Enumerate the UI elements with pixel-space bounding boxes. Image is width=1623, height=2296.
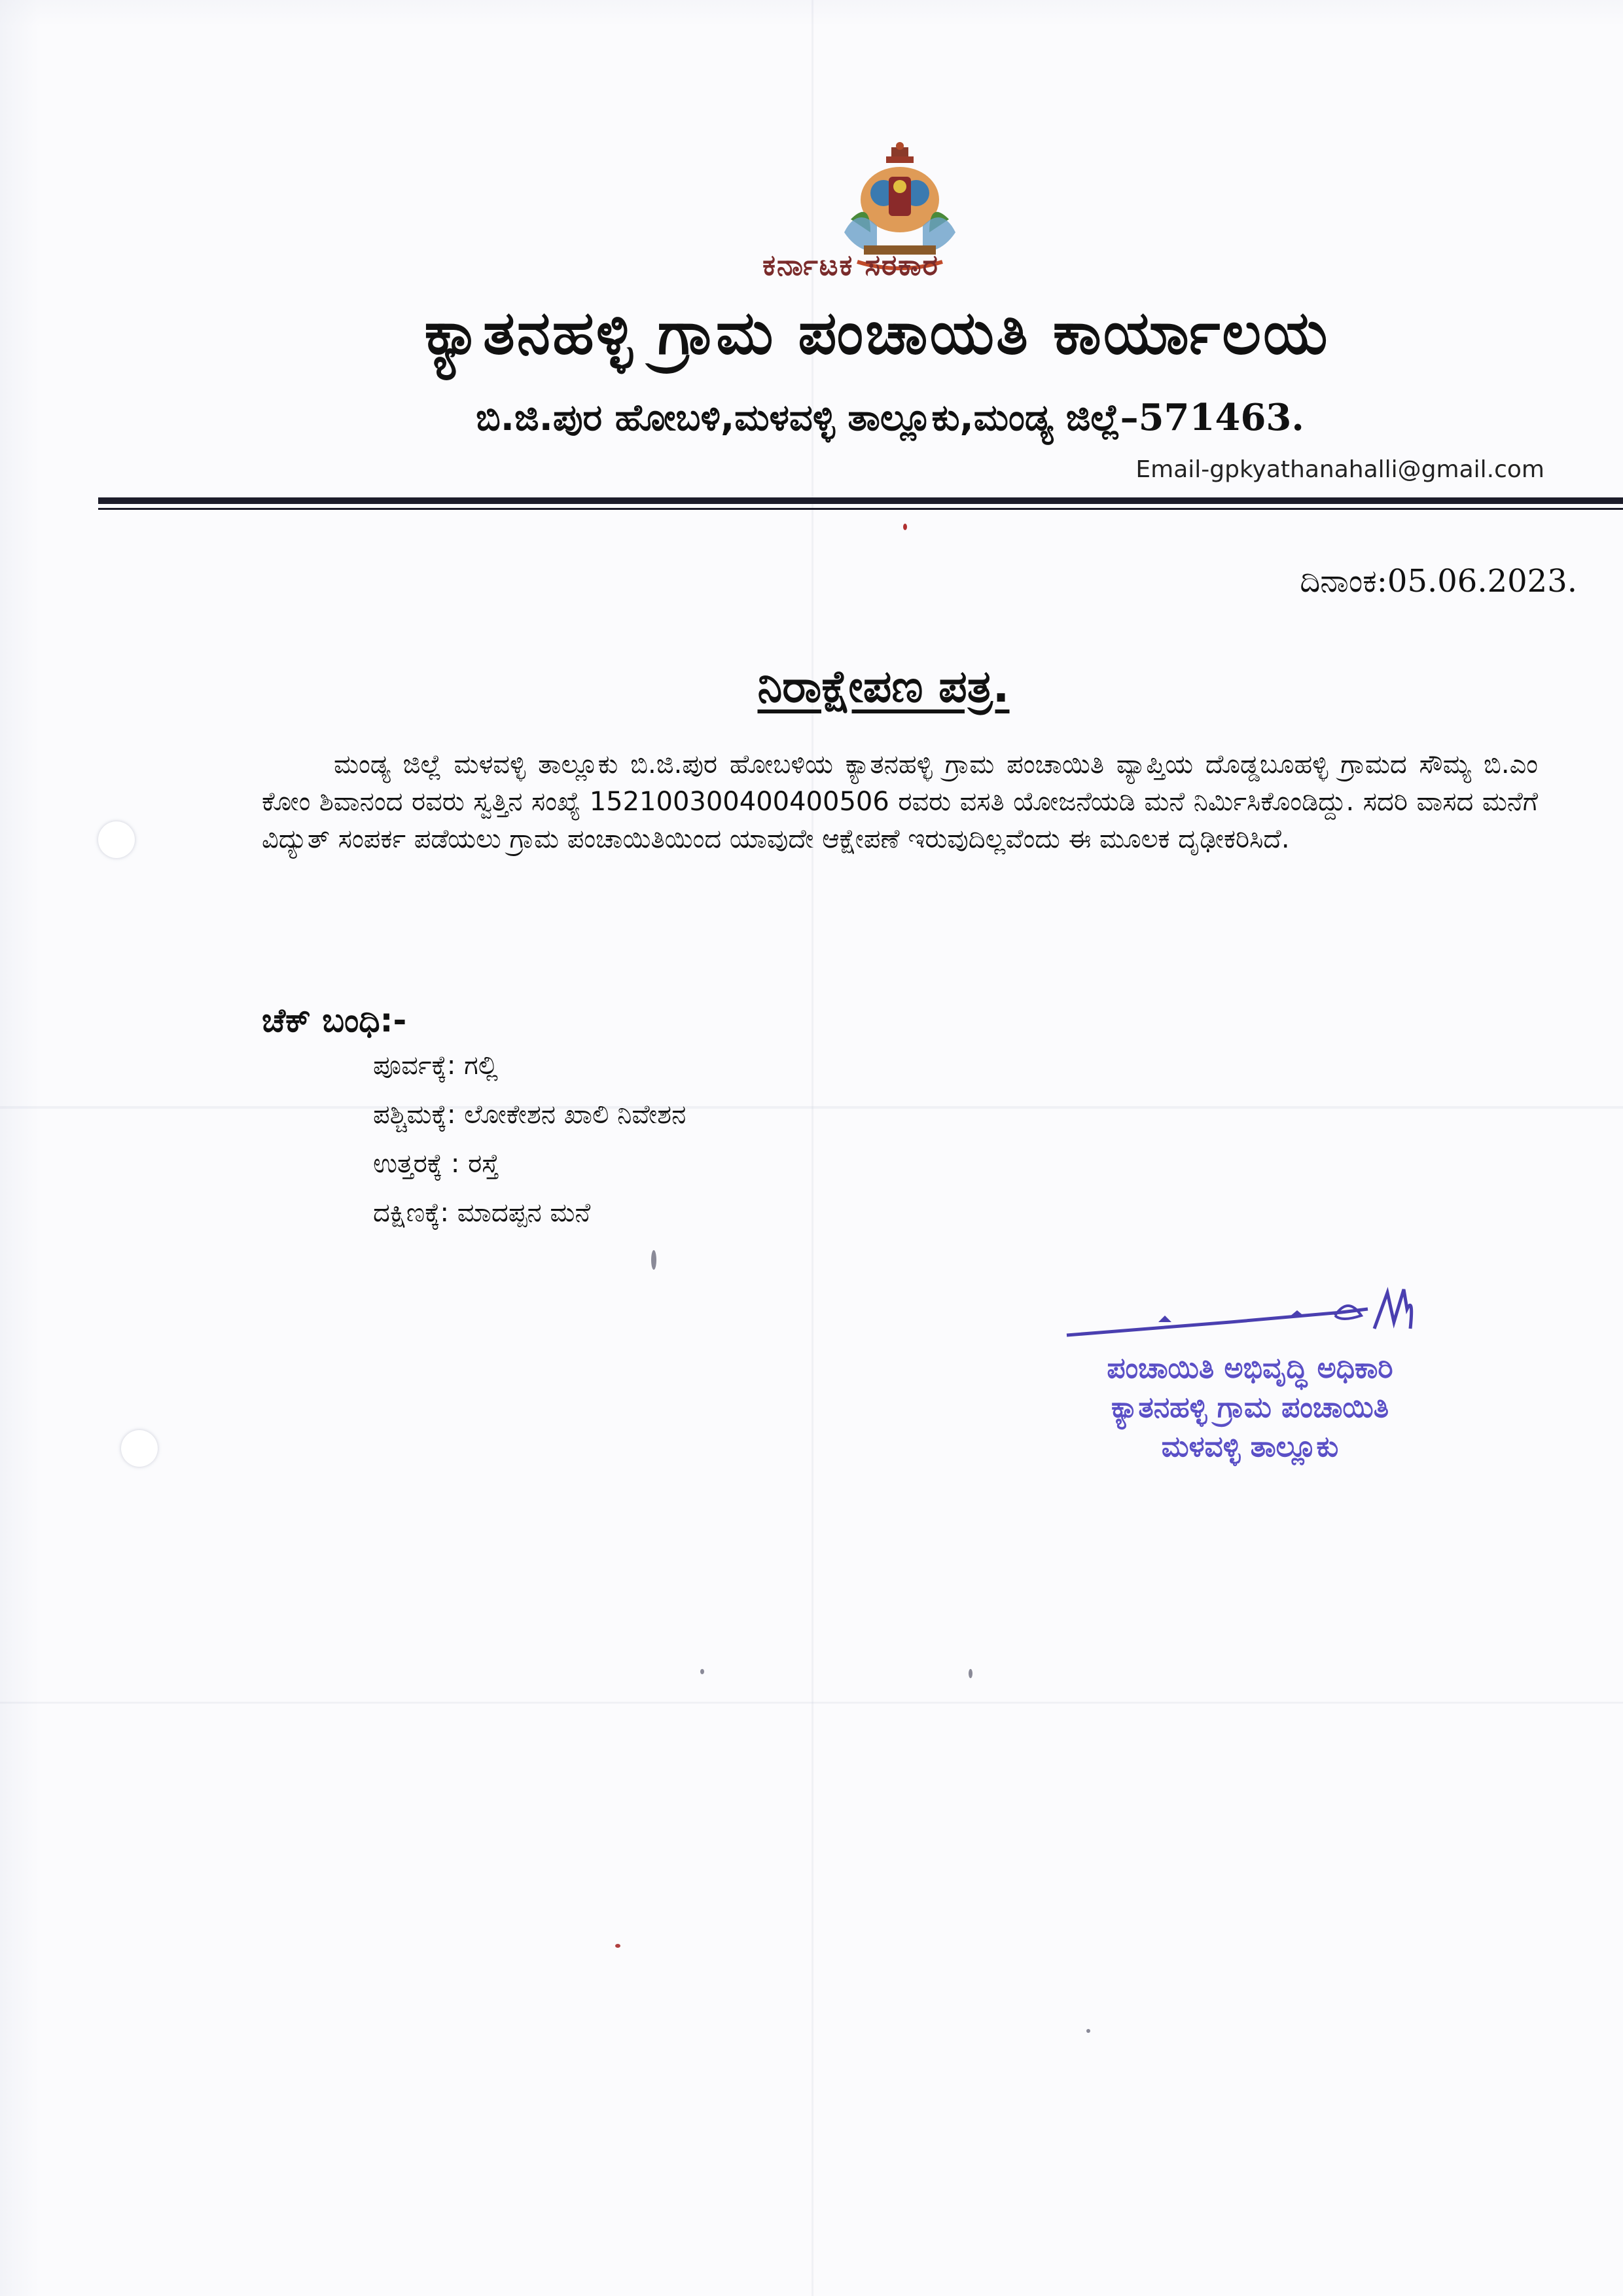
boundary-label: ಉತ್ತರಕ್ಕೆ : — [373, 1149, 460, 1179]
boundary-north — [373, 1149, 499, 1179]
ink-speck — [969, 1669, 972, 1678]
boundary-label: ಪೂರ್ವಕ್ಕೆ: — [373, 1050, 456, 1081]
pincode: –571463. — [1120, 396, 1304, 439]
seal-designation: ಪಂಚಾಯಿತಿ ಅಭಿವೃದ್ಧಿ ಅಧಿಕಾರಿ — [1107, 1352, 1393, 1385]
ink-speck — [1086, 2029, 1090, 2033]
officer-signature-seal — [1047, 1283, 1453, 1479]
seal-panchayat: ಕ್ಯಾತನಹಳ್ಳಿ ಗ್ರಾಮ ಪಂಚಾಯಿತಿ — [1111, 1391, 1389, 1424]
punch-hole — [121, 1430, 158, 1467]
letter-date: ದಿನಾಂಕ:05.06.2023. — [1300, 563, 1577, 600]
boundary-label: ಪಶ್ಚಿಮಕ್ಕೆ: — [373, 1100, 456, 1130]
header-divider-thick — [98, 497, 1623, 504]
ink-speck — [615, 1944, 620, 1948]
punch-hole — [98, 821, 135, 858]
header-divider-thin — [98, 508, 1623, 510]
signature-icon — [1060, 1283, 1453, 1361]
seal-taluk: ಮಳವಳ್ಳಿ ತಾಲ್ಲೂಕು — [1161, 1430, 1339, 1463]
boundaries-title: ಚೆಕ್ ಬಂಧಿ:- — [262, 1001, 407, 1039]
ink-speck — [903, 524, 907, 530]
ink-speck — [700, 1669, 704, 1674]
government-name: ಕರ್ನಾಟಕ ಸರಕಾರ — [762, 249, 939, 282]
boundary-value: ಗಲ್ಲಿ — [464, 1050, 498, 1081]
office-address — [366, 396, 1414, 440]
boundary-west — [373, 1100, 686, 1130]
letter-body: ಮಂಡ್ಯ ಜಿಲ್ಲೆ ಮಳವಳ್ಳಿ ತಾಲ್ಲೂಕು ಬಿ.ಜಿ.ಪುರ ಹೋಬಳಿಯ ಕ್ಯಾತನಹಳ್ಳಿ ಗ್ರಾಮ ಪಂಚಾಯಿತಿ ವ್ಯಾಪ್ತಿಯ ದೊಡ್ಡಬೂಹಳ್ಳಿ ಗ್ರಾಮದ ಸೌಮ್ಯ ಬಿ.ಎಂ ಕೋಂ ಶಿವಾನಂದ ರವರು ಸ್ವತ್ತಿನ ಸಂಖ್ಯೆ 152100300400400506 ರವರು ವಸತಿ ಯೋಜನೆಯಡಿ ಮನೆ ನಿರ್ಮಿಸಿಕೊಂಡಿದ್ದು. ಸದರಿ ವಾಸದ ಮನೆಗೆ ವಿದ್ಯುತ್ ಸಂಪರ್ಕ ಪಡೆಯಲು ಗ್ರಾಮ ಪಂಚಾಯಿತಿಯಿಂದ ಯಾವುದೇ ಆಕ್ಷೇಪಣೆ ಇರುವುದಿಲ್ಲವೆಂದು ಈ ಮೂಲಕ ದೃಢೀಕರಿಸಿದೆ. — [262, 749, 1538, 854]
ink-speck — [651, 1250, 656, 1270]
boundary-south — [373, 1198, 590, 1228]
office-email: Email-gpkyathanahalli@gmail.com — [1135, 456, 1544, 483]
office-name: ಕ್ಯಾತನಹಳ್ಳಿ ಗ್ರಾಮ ಪಂಚಾಯತಿ ಕಾರ್ಯಾಲಯ — [424, 298, 1330, 368]
boundary-value: ರಸ್ತೆ — [468, 1149, 499, 1179]
address-text: ಬಿ.ಜಿ.ಪುರ ಹೋಬಳಿ,ಮಳವಳ್ಳಿ ತಾಲ್ಲೂಕು,ಮಂಡ್ಯ ಜಿಲ್ಲೆ — [476, 397, 1120, 439]
boundary-label: ದಕ್ಷಿಣಕ್ಕೆ: — [373, 1198, 449, 1228]
letter-subject: ನಿರಾಕ್ಷೇಪಣ ಪತ್ರ. — [757, 661, 1010, 713]
boundary-value: ಲೋಕೇಶನ ಖಾಲಿ ನಿವೇಶನ — [464, 1100, 687, 1130]
boundary-east — [373, 1050, 498, 1081]
boundary-value: ಮಾದಪ್ಪನ ಮನೆ — [457, 1198, 591, 1228]
